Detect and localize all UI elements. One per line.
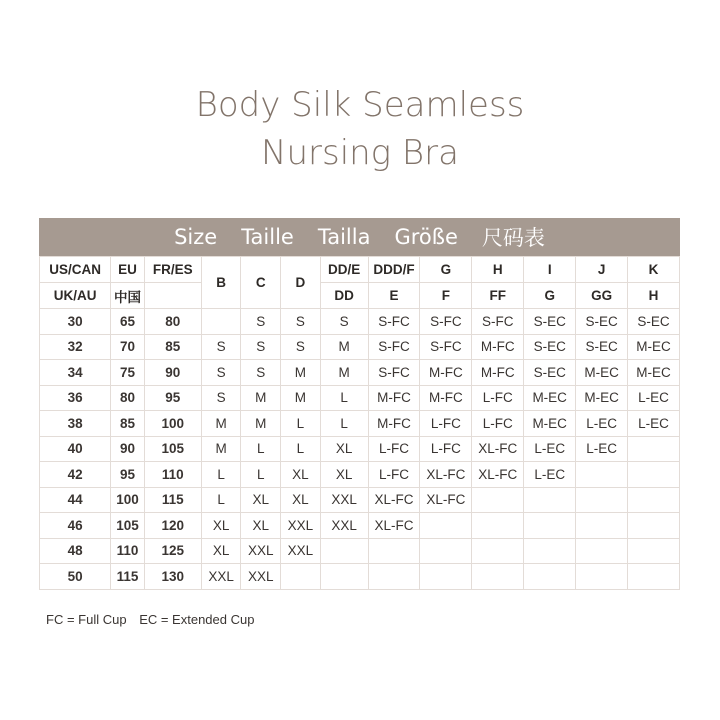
band-size-cell: 125 [144,538,201,564]
size-cell: S-FC [368,309,420,335]
footnote-fc: FC = Full Cup [46,612,127,627]
header-cell: 中国 [111,283,145,309]
band-size-cell: 30 [40,309,111,335]
size-cell [576,538,628,564]
size-cell: S [241,360,281,386]
table-row [40,513,680,539]
header-cell-cup: DDD/F [368,257,420,283]
table-row [40,564,680,590]
size-cell: L [281,436,321,462]
size-cell [472,538,524,564]
header-cell-cup: GG [576,283,628,309]
size-cell: L-EC [524,462,576,488]
size-cell [201,309,241,335]
header-cell-cup: D [281,257,321,309]
size-cell: M-EC [524,385,576,411]
banner-label-de: Größe [394,225,458,249]
size-cell [524,487,576,513]
size-cell: S-EC [524,334,576,360]
size-cell: L [201,462,241,488]
size-cell [420,564,472,590]
size-cell: L-EC [524,436,576,462]
size-cell [320,538,368,564]
size-banner [39,218,680,256]
size-cell: S-FC [420,334,472,360]
size-cell [628,564,680,590]
header-cell-cup: DD [320,283,368,309]
size-chart [39,218,680,590]
header-row-1 [40,257,680,283]
header-cell-cup: I [524,257,576,283]
size-cell: S-EC [628,309,680,335]
size-cell: XL [320,436,368,462]
table-row [40,462,680,488]
size-cell [320,564,368,590]
header-cell: US/CAN [40,257,111,283]
table-row [40,538,680,564]
band-size-cell: 42 [40,462,111,488]
size-cell: XL [281,487,321,513]
size-cell: M-FC [472,334,524,360]
size-cell: S-FC [420,309,472,335]
size-cell [524,538,576,564]
table-row [40,334,680,360]
size-cell: XL [241,513,281,539]
table-row [40,360,680,386]
band-size-cell: 40 [40,436,111,462]
size-cell: XXL [281,513,321,539]
size-cell: M-EC [628,334,680,360]
size-cell: M-EC [576,360,628,386]
size-cell [628,487,680,513]
band-size-cell: 105 [111,513,145,539]
band-size-cell: 75 [111,360,145,386]
size-cell [524,513,576,539]
band-size-cell: 90 [111,436,145,462]
size-cell: XXL [201,564,241,590]
size-cell: XL-FC [472,462,524,488]
band-size-cell: 85 [144,334,201,360]
size-cell: S [241,334,281,360]
size-cell: S [281,334,321,360]
band-size-cell: 34 [40,360,111,386]
footnote [46,612,263,627]
size-cell: XL [320,462,368,488]
band-size-cell: 110 [111,538,145,564]
size-cell: XL-FC [420,462,472,488]
size-cell: L-FC [472,385,524,411]
header-cell-cup: J [576,257,628,283]
size-cell: L-FC [420,411,472,437]
size-cell [368,564,420,590]
size-cell: M-EC [524,411,576,437]
page-title-line2: Nursing Bra [261,133,459,173]
header-cell-cup: F [420,283,472,309]
band-size-cell: 115 [111,564,145,590]
size-cell [281,564,321,590]
size-cell: S [241,309,281,335]
size-cell [628,538,680,564]
size-cell: L [320,411,368,437]
band-size-cell: 115 [144,487,201,513]
size-cell: XXL [241,564,281,590]
header-cell-cup: G [420,257,472,283]
table-row [40,436,680,462]
band-size-cell: 65 [111,309,145,335]
size-cell: L-FC [420,436,472,462]
footnote-ec: EC = Extended Cup [139,612,255,627]
header-cell: EU [111,257,145,283]
header-cell-cup: E [368,283,420,309]
size-cell: L [241,436,281,462]
size-cell: L-EC [576,411,628,437]
band-size-cell: 32 [40,334,111,360]
size-cell: M [241,411,281,437]
header-cell-cup: H [472,257,524,283]
size-cell: L-EC [628,411,680,437]
banner-label-fr: Taille [241,225,294,249]
band-size-cell: 80 [111,385,145,411]
size-cell: S [281,309,321,335]
size-cell [368,538,420,564]
size-cell: M-FC [368,385,420,411]
table-row [40,309,680,335]
size-cell: M [281,360,321,386]
size-cell [472,513,524,539]
size-table [39,256,680,590]
band-size-cell: 44 [40,487,111,513]
size-cell: M-FC [368,411,420,437]
band-size-cell: 120 [144,513,201,539]
size-cell: M [201,436,241,462]
size-cell: XL [241,487,281,513]
size-cell: M [281,385,321,411]
band-size-cell: 85 [111,411,145,437]
band-size-cell: 80 [144,309,201,335]
header-cell-cup: FF [472,283,524,309]
size-cell: L-EC [576,436,628,462]
header-cell-cup: H [628,283,680,309]
size-cell [576,487,628,513]
page-title-line1: Body Silk Seamless [195,85,525,125]
size-cell: L [281,411,321,437]
size-cell: L [201,487,241,513]
size-cell: M-FC [472,360,524,386]
size-cell: S-EC [524,309,576,335]
header-cell-cup: G [524,283,576,309]
size-cell: XL [201,513,241,539]
band-size-cell: 95 [144,385,201,411]
band-size-cell: 90 [144,360,201,386]
size-cell: XL-FC [472,436,524,462]
size-cell: S-FC [368,360,420,386]
band-size-cell: 130 [144,564,201,590]
header-cell-cup: K [628,257,680,283]
size-cell [576,513,628,539]
size-cell: XL-FC [368,513,420,539]
size-cell: M-EC [628,360,680,386]
band-size-cell: 110 [144,462,201,488]
size-cell: S-FC [472,309,524,335]
band-size-cell: 48 [40,538,111,564]
size-cell [628,462,680,488]
header-cell-cup: B [201,257,241,309]
size-cell: M [320,334,368,360]
size-cell: M [320,360,368,386]
size-cell: XL-FC [368,487,420,513]
band-size-cell: 100 [144,411,201,437]
size-cell: S-FC [368,334,420,360]
size-cell: XXL [320,513,368,539]
size-cell: M-FC [420,385,472,411]
header-cell: FR/ES [144,257,201,283]
size-cell: M [241,385,281,411]
size-cell [576,564,628,590]
size-cell: M-EC [576,385,628,411]
size-cell [420,538,472,564]
size-cell: L-FC [368,462,420,488]
table-row [40,487,680,513]
size-cell: L-FC [368,436,420,462]
size-cell: L [241,462,281,488]
size-cell: S [201,334,241,360]
header-cell [144,283,201,309]
header-cell-cup: C [241,257,281,309]
size-cell: S-EC [576,309,628,335]
size-cell: XL-FC [420,487,472,513]
banner-label-zh: 尺码表 [481,226,545,250]
size-cell: S-EC [524,360,576,386]
band-size-cell: 105 [144,436,201,462]
size-cell: XXL [320,487,368,513]
header-cell-cup: DD/E [320,257,368,283]
size-cell: XL [281,462,321,488]
band-size-cell: 95 [111,462,145,488]
size-cell [524,564,576,590]
header-row-2 [40,283,680,309]
header-cell: UK/AU [40,283,111,309]
size-cell: S [320,309,368,335]
size-cell: XL [201,538,241,564]
banner-label-es: Tailla [317,225,371,249]
band-size-cell: 50 [40,564,111,590]
size-cell: S-EC [576,334,628,360]
band-size-cell: 38 [40,411,111,437]
band-size-cell: 46 [40,513,111,539]
size-cell [576,462,628,488]
size-cell: M [201,411,241,437]
size-cell: L [320,385,368,411]
size-cell [472,564,524,590]
size-cell [628,513,680,539]
band-size-cell: 36 [40,385,111,411]
size-cell: S [201,385,241,411]
size-cell: L-FC [472,411,524,437]
size-cell [420,513,472,539]
size-cell [628,436,680,462]
size-cell: S [201,360,241,386]
size-cell: M-FC [420,360,472,386]
band-size-cell: 100 [111,487,145,513]
size-cell: XXL [281,538,321,564]
table-row [40,411,680,437]
size-cell: L-EC [628,385,680,411]
banner-label-en: Size [174,225,218,249]
band-size-cell: 70 [111,334,145,360]
size-cell: XXL [241,538,281,564]
size-cell [472,487,524,513]
table-row [40,385,680,411]
